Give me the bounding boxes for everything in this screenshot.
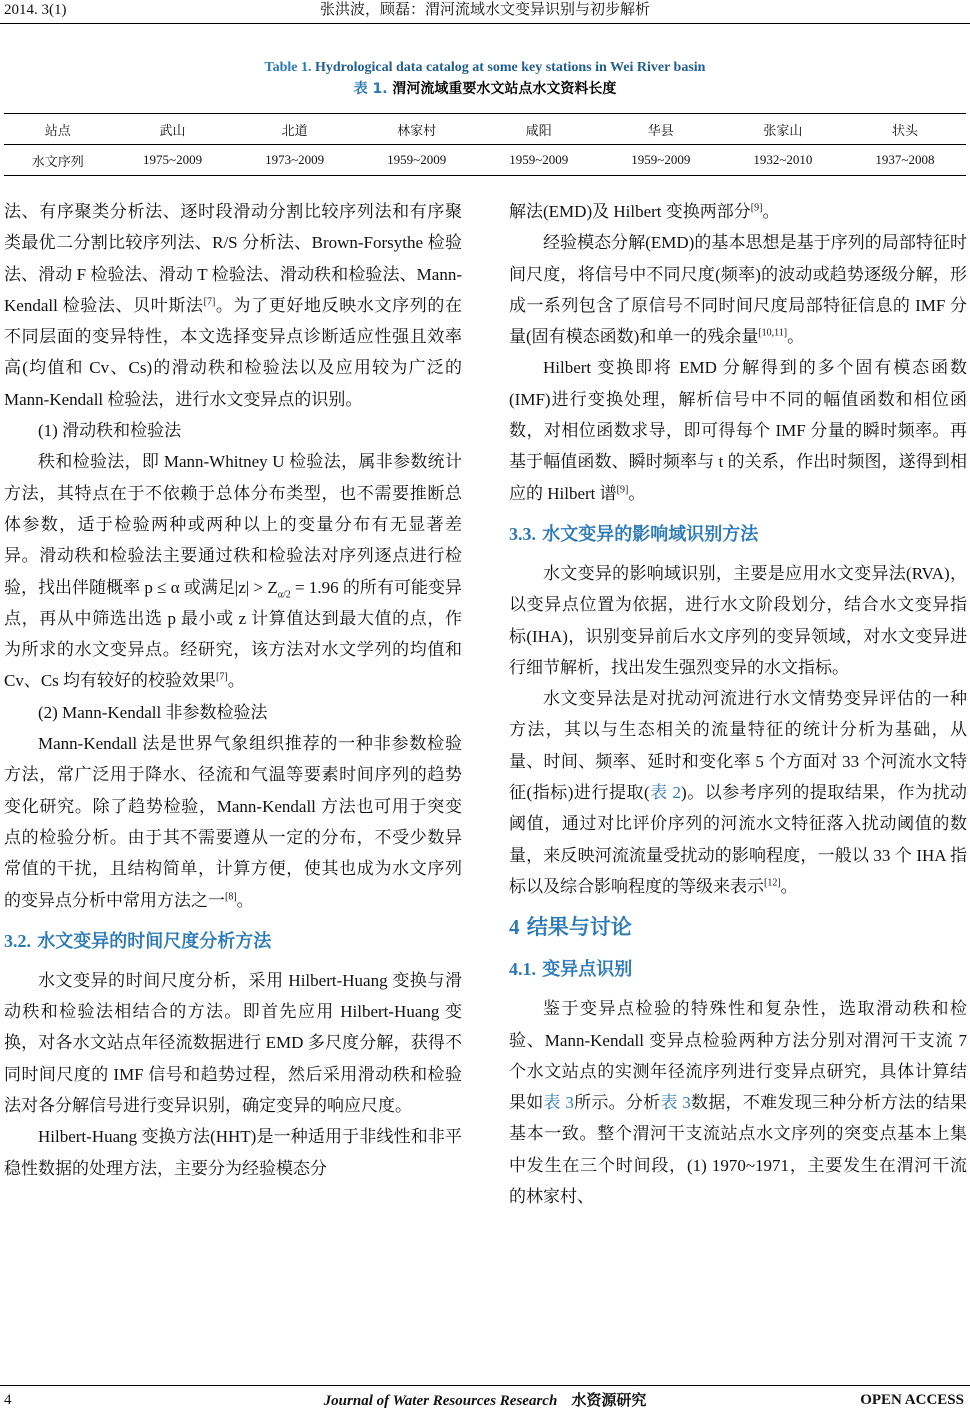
- text: )。以参考序列的提取结果，作为扰动阈值，通过对比评价序列的河流水文特征落入扰动阈值的数量，来反映河流流量受扰动的影响程度，一般以 33 个 IHA 指标以及综合影响程度的等级来表示: [509, 783, 968, 896]
- citation[interactable]: [10,11]: [758, 327, 788, 339]
- table-row: [4, 145, 966, 176]
- page-footer: [0, 1390, 970, 1410]
- list-item-heading: (1) 滑动秩和检验法: [38, 421, 182, 441]
- table-cell: 咸阳: [478, 114, 600, 145]
- section-heading-3-3: [509, 519, 967, 550]
- paragraph: [509, 227, 967, 352]
- table-caption-cn: [0, 78, 970, 98]
- table-cell: 1975~2009: [112, 145, 234, 176]
- page-header: [0, 0, 970, 22]
- page-number: 4: [4, 1392, 12, 1408]
- table-cell: 林家村: [356, 114, 478, 145]
- text: 水文变异法是对扰动河流进行水文情势变异评估的一种方法，其以与生态相关的流量特征的统计分析为基础，从量、时间、频率、延时和变化率 5 个方面对 33 个河流水文特征(指标)进行提取(: [509, 689, 967, 803]
- text: 所示。分析: [573, 1093, 661, 1113]
- section-title: 变异点识别: [542, 959, 633, 981]
- section-number: 4.1.: [509, 959, 536, 980]
- citation[interactable]: [7]: [203, 296, 216, 308]
- section-title: 水文变异的影响域识别方法: [542, 523, 759, 545]
- table-caption-en-text: Hydrological data catalog at some key stations in Wei River basin: [314, 60, 706, 75]
- section-number: 3.3.: [509, 523, 536, 544]
- section-title: 水文变异的时间尺度分析方法: [37, 930, 272, 952]
- table-caption-cn-text: 渭河流域重要水文站点水文资料长度: [392, 81, 617, 97]
- paragraph: [4, 446, 462, 696]
- text: 。: [628, 483, 646, 503]
- header-rule: [0, 23, 970, 24]
- open-access-label: OPEN ACCESS: [860, 1392, 964, 1408]
- table-cell: 1959~2009: [600, 145, 722, 176]
- paragraph: [4, 728, 462, 916]
- journal-name-cn: 水资源研究: [571, 1391, 647, 1409]
- table-cell: 北道: [234, 114, 356, 145]
- text: 法、有序聚类分析法、逐时段滑动分割比较序列法和有序聚类最优二分割比较序列法、R/S 分析法、Brown-Forsythe 检验法、滑动 F 检验法、滑动 T 检验法、滑动秩和检验法、Mann-Kendall 检验法、贝叶斯法: [4, 202, 462, 315]
- footer-rule: [0, 1385, 970, 1386]
- text: Hilbert 变换即将 EMD 分解得到的多个固有模态函数(IMF)进行变换处理，解析信号中不同的幅值函数和相位函数，对相位函数求导，即可得每个 IMF 分量的瞬时频率。再基于幅值函数、瞬时频率与 t 的关系，作出时频图，遂得到相应的 Hilbert 谱: [509, 358, 967, 503]
- table-cell: 张家山: [722, 114, 844, 145]
- text: 经验模态分解(EMD)的基本思想是基于序列的局部特征时间尺度，将信号中不同尺度(频率)的波动或趋势逐级分解，形成一系列包含了原信号不同时间尺度局部特征信息的 IMF 分量(固有模态函数)和单一的残余量: [509, 233, 967, 347]
- text: 。: [762, 202, 780, 221]
- station-catalog-table: [4, 113, 966, 176]
- section-title: 结果与讨论: [526, 915, 632, 940]
- subscript: α/2: [277, 588, 291, 600]
- journal-name-en: Journal of Water Resources Research: [323, 1393, 558, 1409]
- table-3-link[interactable]: 表 3: [660, 1093, 691, 1113]
- section-heading-3-2: [4, 926, 462, 957]
- table-cell: 1959~2009: [356, 145, 478, 176]
- text: = 1.96 的所有可能变异点，再从中筛选出选 p 最小或 z 计算值达到最大值的点，作为所求的水文变异点。经研究，该方法对水文学列的均值和 Cv、Cs 均有较好的校验效果: [4, 577, 462, 691]
- paragraph: 水文变异的影响域识别，主要是应用水文变异法(RVA)，以变异点位置为依据，进行水文阶段划分，结合水文变异指标(IHA)，识别变异前后水文序列的变异领域，对水文变异进行细节解析，找出发生强烈变异的水文指标。: [509, 563, 967, 677]
- left-column: [4, 196, 462, 1184]
- text: 。: [236, 890, 254, 910]
- table-cell: 华县: [600, 114, 722, 145]
- text: 鉴于变异点检验的特殊性和复杂性，选取滑动秩和检验、Mann-Kendall 变异点检验两种方法分别对渭河干支流 7 个水文站点的实测年径流序列进行变异点研究，具体计算结果如: [509, 999, 967, 1113]
- table-cell: 武山: [112, 114, 234, 145]
- table-cell: 1973~2009: [234, 145, 356, 176]
- paragraph: [509, 352, 967, 508]
- section-number: 3.2.: [4, 930, 31, 951]
- table-caption-en: [0, 60, 970, 76]
- text: 。: [787, 327, 805, 347]
- table-cell: 水文序列: [4, 145, 112, 176]
- text: 解法(EMD)及 Hilbert 变换两部分: [509, 202, 751, 221]
- right-column: [509, 196, 967, 1212]
- paragraph: [509, 993, 967, 1212]
- journal-name: [0, 1390, 970, 1411]
- paragraph: [509, 196, 967, 227]
- paragraph: Hilbert-Huang 变换方法(HHT)是一种适用于非线性和非平稳性数据的处理方法，主要分为经验模态分: [4, 1127, 462, 1178]
- table-caption-cn-tag: 表 1.: [353, 81, 388, 97]
- citation[interactable]: [7]: [216, 671, 228, 683]
- section-number: 4: [509, 915, 520, 940]
- paragraph: [4, 196, 462, 415]
- issue-number: 2014. 3(1): [4, 2, 67, 18]
- citation[interactable]: [9]: [750, 202, 763, 214]
- table-cell: 站点: [4, 114, 112, 145]
- citation[interactable]: [8]: [225, 890, 237, 902]
- table-caption-en-tag: Table 1.: [264, 60, 312, 75]
- paragraph: [509, 683, 967, 902]
- table-3-link[interactable]: 表 3: [543, 1093, 574, 1113]
- text: 。: [780, 876, 798, 896]
- table-cell: 状头: [844, 114, 966, 145]
- table-cell: 1932~2010: [722, 145, 844, 176]
- table-2-link[interactable]: 表 2: [649, 783, 682, 803]
- text: 。: [227, 671, 245, 691]
- text: Mann-Kendall 法是世界气象组织推荐的一种非参数检验方法，常广泛用于降水、径流和气温等要素时间序列的趋势变化研究。除了趋势检验，Mann-Kendall 方法也可用于突变点的检验分析。由于其不需要遵从一定的分布，不受少数异常值的干扰，且结构简单，计算方便，使其也成为水文序列的变异点分析中常用方法之一: [4, 734, 462, 910]
- text: 。为了更好地反映水文序列的在不同层面的变异特性，本文选择变异点诊断适应性强且效率高(均值和 Cv、Cs)的滑动秩和检验法以及应用较为广泛的 Mann-Kendall 检验法，进行水文变异点的识别。: [4, 295, 462, 409]
- section-heading-4-1: [509, 954, 967, 985]
- table-header-row: [4, 114, 966, 145]
- citation[interactable]: [9]: [616, 484, 629, 496]
- paragraph: 水文变异的时间尺度分析，采用 Hilbert-Huang 变换与滑动秩和检验法相结合的方法。即首先应用 Hilbert-Huang 变换，对各水文站点年径流数据进行 EMD 多尺度分解，获得不同时间尺度的 IMF 信号和趋势过程，然后采用滑动秩和检验法对各分解信号进行变异识别，确定变异的响应尺度。: [4, 970, 462, 1116]
- table-cell: 1937~2008: [844, 145, 966, 176]
- list-item-heading: (2) Mann-Kendall 非参数检验法: [38, 702, 268, 722]
- citation[interactable]: [12]: [764, 877, 781, 889]
- running-title: 张洪波，顾磊：渭河流域水文变异识别与初步解析: [319, 2, 650, 18]
- text: 秩和检验法，即 Mann-Whitney U 检验法，属非参数统计方法，其特点在于不依赖于总体分布类型，也不需要推断总体参数，适于检验两种或两种以上的变量分布有无显著差异。滑动秩和检验法主要通过秩和检验法对序列逐点进行检验，找出伴随概率 p ≤ α 或满足|z| > Z: [4, 452, 462, 597]
- text: 数据，不难发现三种分析方法的结果基本一致。整个渭河干支流站点水文序列的突变点基本上集中发生在三个时间段，(1) 1970~1971，主要发生在渭河干流的林家村、: [509, 1093, 968, 1207]
- table-cell: 1959~2009: [478, 145, 600, 176]
- section-heading-4: [509, 910, 967, 944]
